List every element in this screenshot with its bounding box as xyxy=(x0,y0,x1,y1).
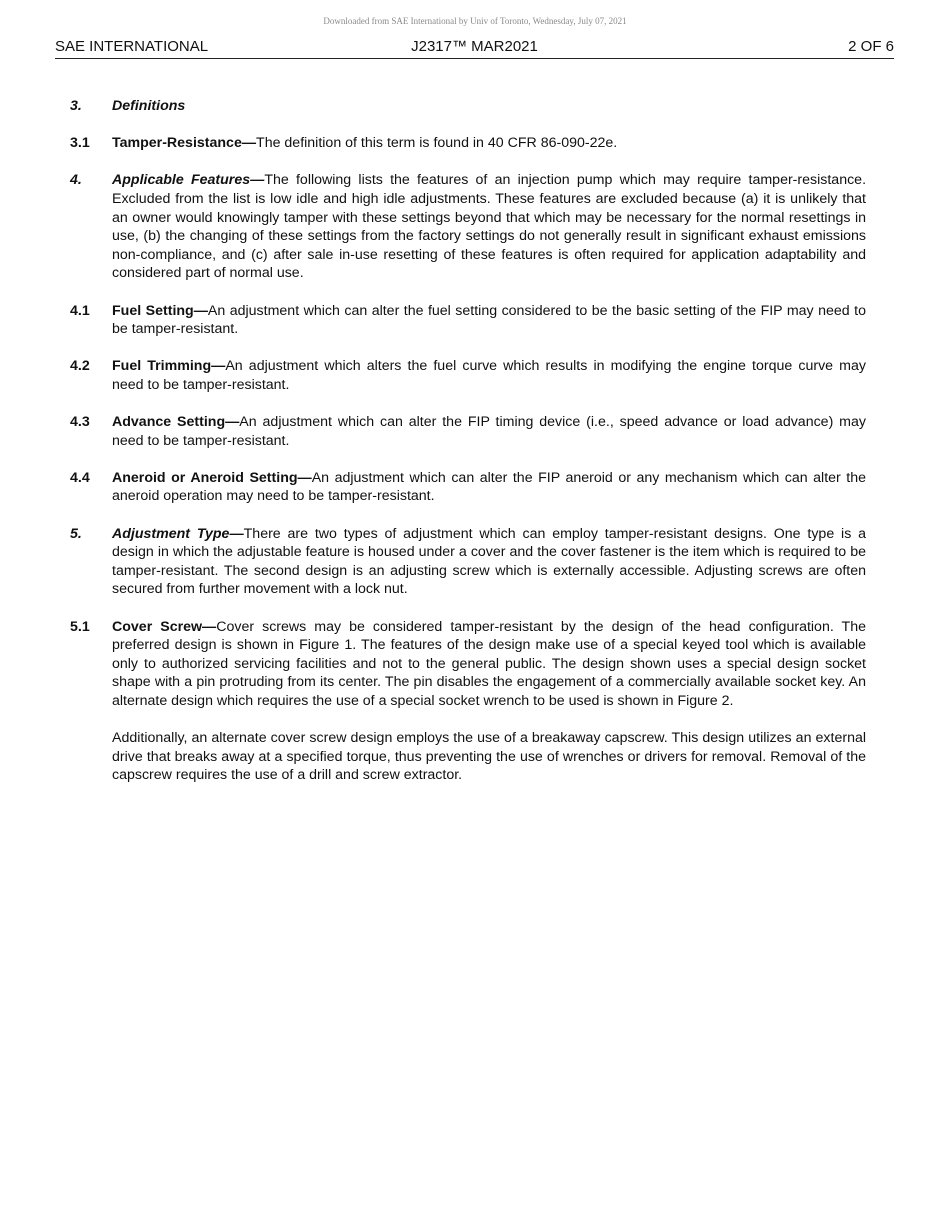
section-number: 4.1 xyxy=(70,302,90,319)
section-4 xyxy=(70,171,866,283)
section-3 xyxy=(70,97,866,116)
section-text: An adjustment which can alter the fuel setting considered to be the basic setting of the FIP may need to be tamper-resistant. xyxy=(112,302,866,338)
section-term: Cover Screw— xyxy=(112,618,217,635)
section-number: 5. xyxy=(70,525,82,542)
section-term: Advance Setting— xyxy=(112,414,240,431)
organization-name: SAE INTERNATIONAL xyxy=(55,38,209,55)
section-term: Fuel Setting— xyxy=(112,302,208,319)
download-watermark: Downloaded from SAE International by Univ of Toronto, Wednesday, July 07, 2021 xyxy=(323,16,627,26)
section-4-3 xyxy=(70,413,866,450)
section-text: There are two types of adjustment which can employ tamper-resistant designs. One type is a design in which the adjustable feature is housed under a cover and the cover fastener is the item which is required to be tamper-resistant. The second design is an adjusting screw which is externally accessible. Adjusting screws are often secured from further movement with a lock nut. xyxy=(112,525,867,598)
page-header xyxy=(55,38,894,59)
section-5 xyxy=(70,525,866,599)
section-text: Cover screws may be considered tamper-resistant by the design of the head configuration. The preferred design is shown in Figure 1. The features of the design make use of a special keyed tool which is available only to authorized servicing facilities and not to the general public. The design shown uses a special design socket shape with a pin protruding from its center. The pin disables the engagement of a commercially available socket key. An alternate design which requires the use of a special socket wrench to be used is shown in Figure 2. xyxy=(112,618,866,709)
section-number: 5.1 xyxy=(70,618,90,635)
section-text: An adjustment which alters the fuel curve which results in modifying the engine torque curve may need to be tamper-resistant. xyxy=(112,358,866,393)
section-text: The following lists the features of an injection pump which may require tamper-resistance. Excluded from the list is low idle and high idle adjustments. These features are excluded because (a) it is unlikely that an owner would knowingly tamper with these settings beyond that which may be necessary for the normal resettings in use, (b) the changing of these settings from the factory settings do not generally result in significant exhaust emissions non-compliance, and (c) after sale in-use resetting of these features is often required for application adaptability and considered part of normal use. xyxy=(112,172,867,282)
section-term: Applicable Features— xyxy=(112,172,265,189)
section-number: 3.1 xyxy=(70,135,90,152)
section-term: Aneroid or Aneroid Setting— xyxy=(112,469,312,486)
section-term: Fuel Trimming— xyxy=(112,358,226,375)
section-term: Tamper-Resistance— xyxy=(112,135,257,152)
section-term: Adjustment Type— xyxy=(112,525,244,542)
section-number: 4. xyxy=(70,172,82,189)
section-number: 4.3 xyxy=(70,414,90,431)
section-number: 3. xyxy=(70,98,82,114)
section-text: An adjustment which can alter the FIP aneroid or any mechanism which can alter the aneroid operation may need to be tamper-resistant. xyxy=(112,469,866,505)
document-body xyxy=(70,97,866,804)
section-5-1 xyxy=(70,618,866,785)
section-4-1 xyxy=(70,302,866,339)
document-number: J2317™ MAR2021 xyxy=(411,38,538,55)
section-text: An adjustment which can alter the FIP timing device (i.e., speed advance or load advance) may need to be tamper-resistant. xyxy=(112,414,866,449)
page-number: 2 OF 6 xyxy=(848,38,894,55)
section-text: The definition of this term is found in 40 CFR 86-090-22e. xyxy=(256,135,618,152)
section-number: 4.4 xyxy=(70,469,90,486)
section-number: 4.2 xyxy=(70,358,90,375)
section-4-4 xyxy=(70,469,866,506)
section-3-1 xyxy=(70,134,866,153)
section-additional-paragraph: Additionally, an alternate cover screw design employs the use of a breakaway capscrew. This design utilizes an external drive that breaks away at a specified torque, thus preventing the use of wrenches or drivers for removal. Removal of the capscrew requires the use of a drill and screw extractor. xyxy=(112,730,866,784)
section-4-2 xyxy=(70,357,866,394)
section-heading: Definitions xyxy=(112,98,186,114)
